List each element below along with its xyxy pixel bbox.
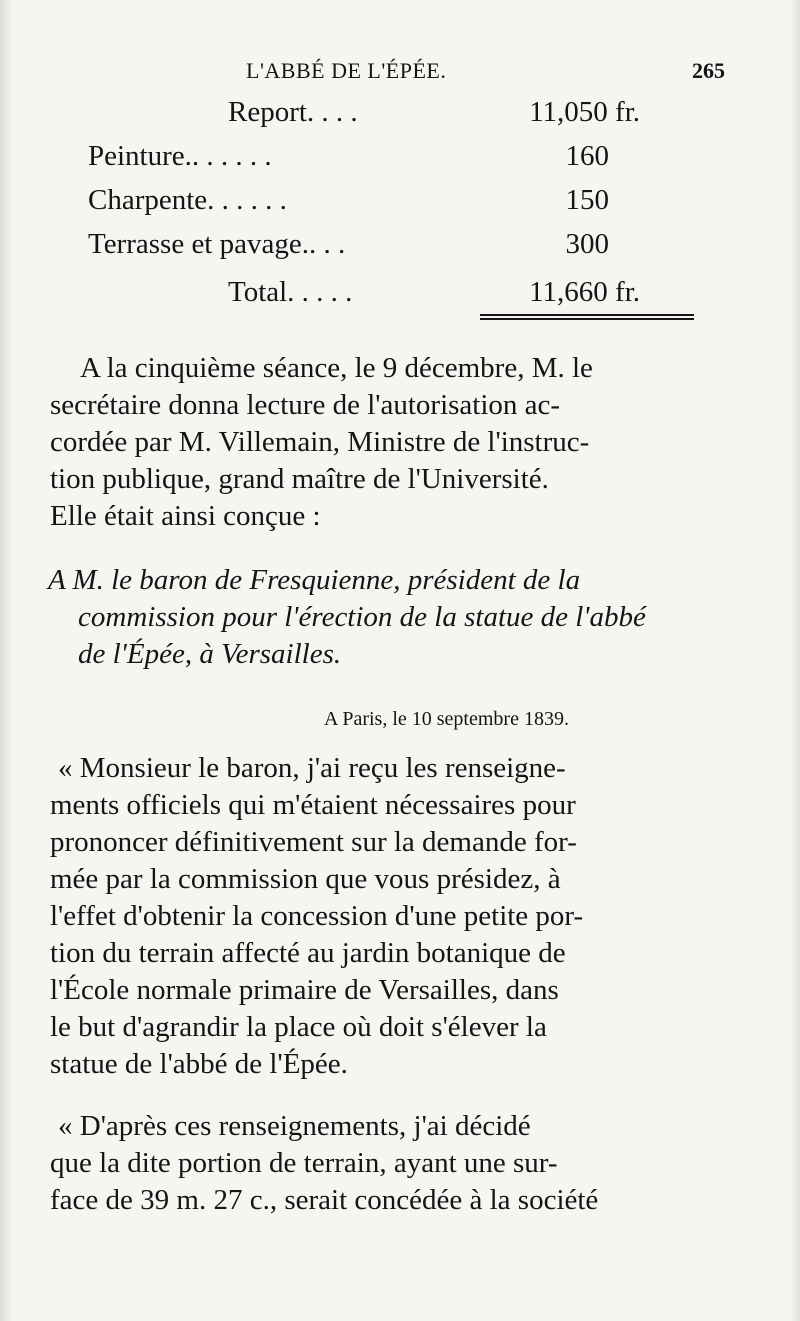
address-line: de l'Épée, à Versailles. [78,638,342,670]
cost-row-peinture [0,140,800,184]
address-line: A M. le baron de Fresquienne, président de la [48,564,581,596]
text-line: le but d'agrandir la place où doit s'élever la [50,1011,547,1043]
text-line: face de 39 m. 27 c., serait concédée à la société [50,1184,599,1216]
text-line: prononcer définitivement sur la demande for- [50,826,577,858]
text-line: « Monsieur le baron, j'ai reçu les renseigne- [58,752,566,784]
total-amount: 11,660 fr. [529,276,640,308]
cost-amount: 160 [565,140,609,172]
cost-table [0,96,800,320]
letter-dateline: A Paris, le 10 septembre 1839. [324,708,569,730]
cost-amount: 11,050 fr. [529,96,640,128]
cost-amount: 300 [565,228,609,260]
text-line: tion publique, grand maître de l'Université. [50,463,549,495]
cost-row-terrasse [0,228,800,272]
paragraph-letter-1 [50,750,750,1083]
cost-amount: 150 [565,184,609,216]
text-line: ments officiels qui m'étaient nécessaires pour [50,789,576,821]
cost-row-charpente [0,184,800,228]
cost-label: Terrasse et pavage.. . . [88,228,346,260]
running-head: L'ABBÉ DE L'ÉPÉE. [246,58,447,83]
cost-label: Report. . . . [228,96,358,128]
text-line: A la cinquième séance, le 9 décembre, M. le [80,352,593,384]
text-line: l'effet d'obtenir la concession d'une petite por- [50,900,584,932]
text-line: statue de l'abbé de l'Épée. [50,1048,348,1080]
cost-label: Charpente. . . . . . [88,184,287,216]
text-line: « D'après ces renseignements, j'ai décidé [58,1110,531,1142]
cost-row-report [0,96,800,140]
cost-label: Peinture.. . . . . . [88,140,272,172]
paragraph-seance [50,350,750,535]
text-line: mée par la commission que vous présidez, à [50,863,561,895]
text-line: l'École normale primaire de Versailles, dans [50,974,559,1006]
text-line: cordée par M. Villemain, Ministre de l'instruc- [50,426,590,458]
total-label: Total. . . . . [228,276,353,308]
address-line: commission pour l'érection de la statue de l'abbé [78,601,646,633]
text-line: que la dite portion de terrain, ayant une sur- [50,1147,558,1179]
letter-address [48,562,748,673]
text-line: Elle était ainsi conçue : [50,500,321,532]
page-header [0,58,800,92]
total-double-rule [480,314,694,320]
paragraph-letter-2 [50,1108,750,1219]
page-number: 265 [692,58,725,83]
text-line: tion du terrain affecté au jardin botanique de [50,937,566,969]
text-line: secrétaire donna lecture de l'autorisation ac- [50,389,561,421]
